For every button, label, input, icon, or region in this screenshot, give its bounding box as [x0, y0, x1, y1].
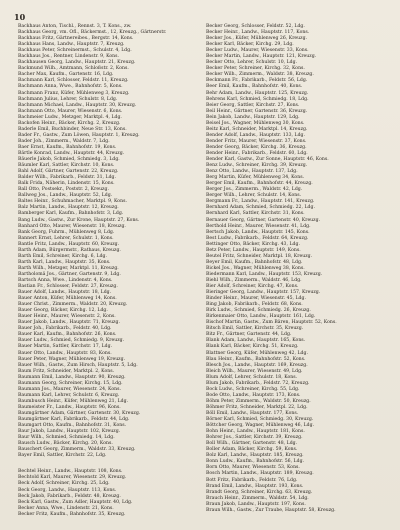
directory-entry: Bacher Max, Kaufm., Gartenstr. 16, Ldg.: [18, 72, 114, 78]
directory-entry: Bender Adolf, Landw., Hauptstr. 133, Ldg.: [206, 132, 305, 138]
directory-entry: Börner Karl, Schmied, Schmiedg. 30, Kreuzg.: [206, 417, 314, 423]
directory-entry: Bartholomä Jos., Gärtner, Gartenstr. 9, Ldg.: [18, 271, 121, 277]
directory-entry: Backhaus Georg, vm. Ofl., Bäckermst., 12, Kreuzg., Gärtnerstr.: [18, 30, 167, 36]
directory-entry: Bender Heinr., Fabrikarb., Feldstr. 60, Ldg.: [206, 150, 308, 156]
directory-entry: Bechtold Karl, Maurer, Wiesenstr. 29, Kreuzg.: [18, 475, 127, 481]
directory-entry: Becker Ludw., Maurer, Wiesenstr. 33, Kons.: [206, 48, 309, 54]
directory-entry: Beck Karl, Gastw., Zum Adler, Hauptstr. 40, Ldg.: [18, 499, 133, 505]
directory-entry: Ball Otto, Postsekr., Poststr. 2, Kreuzg.: [18, 187, 109, 193]
directory-entry: Banhard Otto, Maurer, Wiesenstr. 18, Kreuzg.: [18, 223, 126, 229]
directory-entry: Bachmann Karl, Schlosser, Feldstr. 11, Kreuzg.: [18, 78, 129, 84]
directory-entry: Barth Karl, Landw., Hauptstr. 35, Kons.: [18, 259, 111, 265]
directory-entry: Becker Georg, Schlosser, Feldstr. 52, Ldg.: [206, 24, 305, 29]
directory-entry: Bitsch Emil, Sattler, Kirchstr. 35, Kreuzg.: [206, 326, 304, 332]
directory-entry: Bauschert Georg, Zimmerm., Waldstr. 33, Kreuzg.: [18, 447, 136, 453]
directory-entry: Bachmann Franz, Küfer, Mühlenweg 3, Kreuzg.: [18, 90, 130, 96]
directory-entry: Bauer Georg, Bäcker, Kirchg. 12, Ldg.: [18, 308, 108, 314]
directory-entry: Bachmann Michael, Landw., Hauptstr. 30, Kreuzg.: [18, 102, 137, 108]
directory-entry: Baumbusch Heinr., Küfer, Mühlenweg 21, Ldg.: [18, 398, 129, 404]
directory-entry: Behrens Karl, Schmied, Schmiedg. 18, Ldg.: [206, 96, 309, 102]
directory-entry: Backhaus Peter, Schreinermst., Schulstr. 4, Ldg.: [18, 48, 132, 54]
directory-entry: Backmund Wilh., Amtmann, Schloßstr. 2, Kons.: [18, 66, 129, 72]
directory-entry: Beisel Jos., Wagner, Mühlenweg 30, Kons.: [206, 120, 305, 126]
directory-entry: Biehl Wilh., Zimmerm., Waldstr. 46, Ldg.: [206, 277, 302, 283]
directory-entry: Berger Wilh., Lehrer, Schulstr. 14, Kons.: [206, 193, 302, 199]
directory-entry: Baer Ernst, Kaufm., Bahnhofstr. 19, Kons.: [18, 144, 117, 150]
directory-entry: Becker Anna, Wwe., Lindenstr. 21, Kons.: [18, 505, 114, 511]
directory-entry: Bäuerle Jakob, Schmied, Schmiedg. 3, Ldg.: [18, 157, 120, 163]
directory-entry: Bachmann Julius, Lehrer, Schulstr. 8, Ldg.: [18, 96, 118, 102]
directory-entry: Balz Martin, Landw., Hauptstr. 12, Kreuzg.: [18, 205, 119, 211]
directory-entry: Beck Georg, Landw., Hauptstr. 113, Kons.: [18, 487, 117, 493]
directory-entry: Bauer Adolf, Landw., Hauptstr. 18, Ldg.: [18, 290, 112, 296]
directory-entry: Balder Wilh., Fabrikarb., Feldstr. 31, Ldg.: [18, 175, 116, 181]
directory-entry: Bode Otto, Landw., Hauptstr. 173, Kons.: [206, 392, 301, 398]
directory-entry: Becker Otto, Lehrer, Schulstr. 10, Ldg.: [206, 60, 298, 66]
directory-entry: Bauer Ludw., Schmied, Schmiedg. 9, Kreuzg.: [18, 338, 125, 344]
directory-entry: Blank Karl, Bäcker, Kirchg. 51, Kreuzg.: [206, 344, 299, 350]
directory-entry: Böll Emil, Landw., Hauptstr. 177, Kons.: [206, 411, 299, 416]
directory-entry: Bettinger Otto, Bäcker, Kirchg. 43, Ldg.: [206, 241, 300, 247]
directory-entry: Beyer Emil, Kaufm., Bahnhofstr. 48, Ldg.: [206, 259, 303, 265]
directory-entry: Böhmer Fritz, Schneider, Marktpl. 22, Ldg.: [206, 404, 308, 410]
directory-entry: Backhaus Fritz, Gärtnereibes., Bergstr. 14, Kons.: [18, 36, 134, 42]
directory-entry: Blattner Georg, Küfer, Mühlenweg 42, Ldg.: [206, 350, 308, 356]
directory-entry: Beitz Karl, Schneider, Marktpl. 14, Kreuzg.: [206, 126, 308, 132]
directory-entry: Bohrer Jos., Sattler, Kirchstr. 39, Kreuzg.: [206, 435, 303, 441]
directory-entry: Baumann Georg, Schreiner, Kirchg. 15, Ldg.: [18, 380, 123, 386]
directory-entry: Bachmann Otto, Maurer, Wiesenstr. 6, Kons.: [18, 108, 123, 114]
directory-entry: Brand Emil, Landw., Hauptstr. 193, Kons.: [206, 483, 304, 489]
directory-entry: Baum Fritz, Schneider, Marktpl. 2, Kons.: [18, 368, 115, 374]
directory-entry: Bieringer Georg, Landw., Hauptstr. 157, Kreuzg.: [206, 290, 321, 296]
directory-entry: Backhaus Hans, Landw., Hauptstr. 7, Kreuzg.: [18, 42, 125, 48]
directory-entry: Binder Heinr., Maurer, Wiesenstr. 45, Ldg.: [206, 296, 306, 302]
section-gap: [18, 459, 194, 469]
directory-entry: Bäumler Karl, Sattler, Kirchstr. 10, Kons.: [18, 163, 115, 169]
directory-entry: Bayer Emil, Sattler, Kirchstr. 22, Ldg.: [18, 453, 107, 459]
directory-entry: Bang Ludw., Gastw., Zur Krone, Hauptstr. 27, Kons.: [18, 217, 140, 223]
directory-entry: Berg Martin, Küfer, Mühlenweg 34, Kons.: [206, 175, 305, 181]
directory-entry: Böhm Peter, Zimmerm., Waldstr. 50, Kreuzg.: [206, 398, 311, 404]
directory-entry: Birkenmaier Otto, Landw., Hauptstr. 161, Ldg.: [206, 314, 316, 320]
directory-entry: Blank Adam, Landw., Hauptstr. 165, Kons.: [206, 338, 306, 344]
directory-entry: Blau Heinr., Kaufm., Bahnhofstr. 52, Kons.: [206, 356, 306, 362]
directory-entry: Bleich Wilh., Maurer, Wiesenstr. 49, Ldg.: [206, 368, 303, 374]
directory-entry: Böttcher Georg, Wagner, Mühlenweg 46, Ldg.: [206, 423, 315, 429]
directory-entry: Bader Joh., Zimmerm., Waldstr. 7, Ldg.: [18, 138, 110, 144]
directory-entry: Bauer Joh., Fabrikarb., Feldstr. 40, Ldg.: [18, 326, 112, 332]
directory-entry: Bauer Heinr., Maurer, Wiesenstr. 2, Kons.: [18, 314, 116, 320]
directory-entry: Bein Jakob, Landw., Hauptstr. 129, Ldg.: [206, 114, 300, 120]
directory-entry: Bing Jakob, Fabrikarb., Feldstr. 68, Kons.: [206, 302, 303, 308]
directory-entry: Beutel Fritz, Schneider, Marktpl. 18, Kreuzg.: [206, 253, 313, 259]
directory-entry: Beck Jakob, Fabrikarb., Feldstr. 48, Kreuzg.: [18, 493, 121, 499]
directory-entry: Baumgart Otto, Kaufm., Bahnhofstr. 31, Kons.: [18, 423, 127, 429]
directory-entry: Berthold Heinr., Maurer, Wiesenstr. 41, Ldg.: [206, 223, 311, 229]
directory-entry: Bender Karl, Gastw., Zur Sonne, Hauptstr. 46, Kons.: [206, 157, 329, 163]
directory-entry: Bergmann Fr., Landw., Hauptstr. 141, Kreuzg.: [206, 199, 315, 205]
directory-entry: Becker Jos., Küfer, Mühlenweg 26, Kreuzg.: [206, 36, 308, 42]
directory-entry: Bamberger Karl, Kaufm., Bahnhofstr. 3, Ldg.: [18, 211, 124, 217]
directory-entry: Baumann Karl, Lehrer, Schulstr. 6, Kreuzg.: [18, 392, 120, 398]
directory-entry: Bernhard Karl, Sattler, Kirchstr. 31, Kons.: [206, 211, 305, 217]
page-number: 10: [14, 12, 26, 22]
directory-entry: Boller Adam, Bäcker, Kirchg. 59, Kons.: [206, 447, 298, 453]
directory-entry: Becker Peter, Schreiner, Kirchg. 32, Kons.: [206, 66, 305, 72]
directory-entry: Boll Wilh., Gärtner, Gartenstr. 48, Ldg.: [206, 441, 298, 447]
directory-entry: Baumann Emil, Landw., Hauptstr. 90, Kreuzg.: [18, 374, 126, 380]
directory-entry: Bott Fritz, Fabrikarb., Feldstr. 76, Ldg.: [206, 477, 298, 483]
directory-entry: Beier Georg, Sattler, Kirchstr. 27, Kons.: [206, 102, 300, 108]
directory-entry: Blesch Jos., Landw., Hauptstr. 169, Kreuzg.: [206, 362, 308, 368]
directory-entry: Beckmann Fr., Fabrikarb., Feldstr. 56, Ldg.: [206, 78, 308, 84]
directory-entry: Becker Martin, Landw., Hauptstr. 121, Kreuzg.: [206, 54, 317, 60]
directory-entry: Bier Adolf, Schreiner, Kirchg. 47, Kons.: [206, 284, 299, 290]
directory-entry: Born Otto, Maurer, Wiesenstr. 53, Kons.: [206, 465, 300, 471]
directory-entry: Backhaus Jos., Rentner, Lindenstr. 9, Kons.: [18, 54, 120, 60]
directory-entry: Bertsch Jakob, Landw., Hauptstr. 145, Kons.: [206, 229, 310, 235]
directory-entry: Bender Georg, Bäcker, Kirchg. 36, Kreuzg.: [206, 144, 307, 150]
directory-entry: Barth Emil, Schreiner, Kirchg. 6, Ldg.: [18, 253, 107, 259]
directory-entry: Becker Wilh., Zimmerm., Waldstr. 38, Kreuzg.: [206, 72, 314, 78]
directory-entry: Benz Otto, Landw., Hauptstr. 137, Ldg.: [206, 169, 298, 175]
directory-entry: Biedermann Karl, Landw., Hauptstr. 153, Kreuzg.: [206, 271, 323, 277]
directory-entry: Bannert Ernst, Lehrer, Schulstr. 1, Kons.: [18, 235, 114, 241]
directory-entry: Berger Jos., Zimmerm., Waldstr. 42, Ldg.: [206, 187, 303, 193]
left-column: [18, 24, 194, 518]
directory-entry: Best Ludw., Fabrikarb., Feldstr. 64, Kreuzg.: [206, 235, 309, 241]
directory-entry: Baumeister Fr., Landw., Hauptstr. 96, Kons.: [18, 404, 121, 410]
directory-entry: Bastian Fr., Schlosser, Feldstr. 27, Kreuzg.: [18, 284, 118, 290]
directory-entry: Ballweg Jos., Landw., Hauptstr. 52, Ldg.: [18, 193, 113, 199]
directory-entry: Barth Wilh., Metzger, Marktpl. 11, Kreuzg.: [18, 265, 119, 271]
directory-entry: Bahl Adolf, Gärtner, Gartenstr. 22, Kreuzg.: [18, 169, 119, 175]
directory-entry: Bischof Martin, Gastw., Zum Bären, Hauptstr. 52, Kons.: [206, 320, 337, 326]
directory-entry: Berger Emil, Kaufm., Bahnhofstr. 44, Kreuzg.: [206, 181, 313, 187]
directory-entry: Baderle Emil, Buchbinder, Neue Str. 13, Kons.: [18, 126, 127, 132]
directory-entry: Baumgärtner Adam, Gärtner, Gartenstr. 30, Kreuzg.: [18, 411, 141, 416]
directory-entry: Bausch Ludw., Bäcker, Kirchg. 20, Kons.: [18, 441, 113, 447]
directory-entry: Blum Adolf, Lehrer, Schulstr. 18, Kons.: [206, 374, 298, 380]
directory-entry: Becker Heinr., Landw., Hauptstr. 117, Kons.: [206, 30, 310, 36]
directory-entry: Bechtel Heinr., Landw., Hauptstr. 108, Kons.: [18, 469, 123, 475]
directory-entry: Bauer Otto, Landw., Hauptstr. 83, Kons.: [18, 350, 112, 356]
directory-entry: Beer Emil, Kaufm., Bahnhofstr. 40, Kons.: [206, 84, 303, 90]
directory-entry: Betz Peter, Landw., Hauptstr. 149, Kons.: [206, 247, 301, 253]
right-column: [206, 24, 382, 514]
directory-entry: Bohn Heinr., Landw., Hauptstr. 181, Kons.: [206, 429, 305, 435]
directory-entry: Bolz Karl, Landw., Hauptstr. 185, Kreuzg.: [206, 453, 304, 459]
directory-entry: Bonn Ludw., Kaufm., Bahnhofstr. 56, Ldg.: [206, 459, 305, 465]
directory-entry: Bernhard Adam, Schmied, Schmiedg. 22, Ldg.: [206, 205, 315, 211]
directory-entry: Behr Adam, Landw., Hauptstr. 125, Kreuzg.: [206, 90, 309, 96]
directory-entry: Bantle Fritz, Landw., Hauptstr. 60, Kreuzg.: [18, 241, 120, 247]
directory-entry: Bachmann Anna, Wwe., Bahnhofstr. 5, Kons.: [18, 84, 123, 90]
directory-entry: Baumgärtner Karl, Fabrikarb., Feldstr. 44, Ldg.: [18, 417, 130, 423]
directory-entry: Bickel Jos., Wagner, Mühlenweg 38, Kons.: [206, 265, 305, 271]
directory-entry: Bachmeier Ludw., Metzger, Marktpl. 4, Ldg.: [18, 114, 122, 120]
directory-entry: Bader Fr., Gastw., Zum Löwen, Hauptstr. 1, Kreuzg.: [18, 132, 140, 138]
directory-entry: Brauch Heinr., Zimmerm., Waldstr. 54, Ldg.: [206, 495, 309, 501]
directory-entry: Bauer Martin, Sattler, Kirchstr. 17, Ldg.: [18, 344, 113, 350]
directory-entry: Becker Fritz, Kaufm., Bahnhofstr. 35, Kreuzg.: [18, 511, 126, 517]
directory-entry: Birk Ludw., Schmied, Schmiedg. 26, Kreuzg.: [206, 308, 311, 314]
directory-entry: Barth Adam, Bürgermstr., Rathaus, Kreuzg.: [18, 247, 121, 253]
directory-entry: Bärtle Konrad, Landw., Hauptstr. 44, Kreuzg.: [18, 150, 125, 156]
directory-entry: Blum Jakob, Fabrikarb., Feldstr. 72, Kreuzg.: [206, 380, 310, 386]
directory-entry: Bauer Christ., Zimmerm., Waldstr. 20, Kreuzg.: [18, 302, 128, 308]
directory-entry: Beil Heinr., Gärtner, Gartenstr. 36, Kreuzg.: [206, 108, 308, 114]
directory-entry: Bosch Martin, Landw., Hauptstr. 189, Kreuzg.: [206, 471, 314, 477]
directory-entry: Backhaus Anton, Tischl., Rennst. 3, T. Kons., zw.: [18, 24, 132, 29]
directory-entry: Brandt Georg, Schreiner, Kirchg. 63, Kreuzg.: [206, 489, 313, 495]
directory-entry: Becker Karl, Bäcker, Kirchg. 29, Ldg.: [206, 42, 294, 48]
directory-entry: Bauer Anton, Küfer, Mühlenweg 14, Kons.: [18, 296, 117, 302]
directory-entry: Bock Ludw., Schreiner, Kirchg. 55, Ldg.: [206, 386, 300, 392]
directory-entry: Bauer Jakob, Landw., Hauptstr. 71, Kreuzg.: [18, 320, 120, 326]
directory-entry: Bank Georg, Fuhrm., Mühlenweg 8, Ldg.: [18, 229, 115, 235]
directory-entry: Bauer Karl, Kaufm., Bahnhofstr. 26, Kons.: [18, 332, 117, 338]
directory-entry: Bitz Fr., Gärtner, Gartenstr. 44, Ldg.: [206, 332, 292, 338]
directory-entry: Baumann Jos., Maurer, Wiesenstr. 24, Kons.: [18, 386, 121, 392]
directory-entry: Baur Wilh., Schmied, Schmiedg. 14, Ldg.: [18, 435, 115, 441]
directory-entry: Baltes Heinr., Schuhmacher, Marktpl. 9, Kons.: [18, 199, 127, 205]
directory-entry: Braun Wilh., Gastw., Zur Traube, Hauptstr. 58, Kreuzg.: [206, 507, 336, 513]
directory-entry: Backhausen Georg, Landw., Hauptstr. 21, Kreuzg.: [18, 60, 136, 66]
directory-entry: Benz Ludw., Schreiner, Kirchg. 39, Kreuzg.: [206, 163, 308, 169]
directory-entry: Beck Adolf, Schreiner, Kirchg. 25, Ldg.: [18, 481, 110, 487]
directory-entry: Backofen Heinr., Bäcker, Kirchg. 2, Kreuzg.: [18, 120, 121, 126]
directory-entry: Bauer Peter, Wagner, Mühlenweg 19, Kreuzg.: [18, 356, 126, 362]
directory-entry: Balk Frida, Näherin, Lindenstr. 15, Kons.: [18, 181, 115, 187]
directory-entry: Bauer Wilh., Gastw., Zum Hirsch, Hauptstr. 5, Ldg.: [18, 362, 138, 368]
directory-entry: Bernauer Georg, Gärtner, Gartenstr. 40, Kreuzg.: [206, 217, 321, 223]
directory-entry: Baur Jakob, Landw., Hauptstr. 102, Kreuzg.: [18, 429, 121, 435]
directory-entry: Braun Jakob, Landw., Hauptstr. 197, Kons.: [206, 501, 306, 507]
directory-entry: Bender Fritz, Maurer, Wiesenstr. 37, Kons.: [206, 138, 307, 144]
directory-entry: Bartsch Anna, Wwe., Lindenstr. 4, Kons.: [18, 277, 113, 283]
